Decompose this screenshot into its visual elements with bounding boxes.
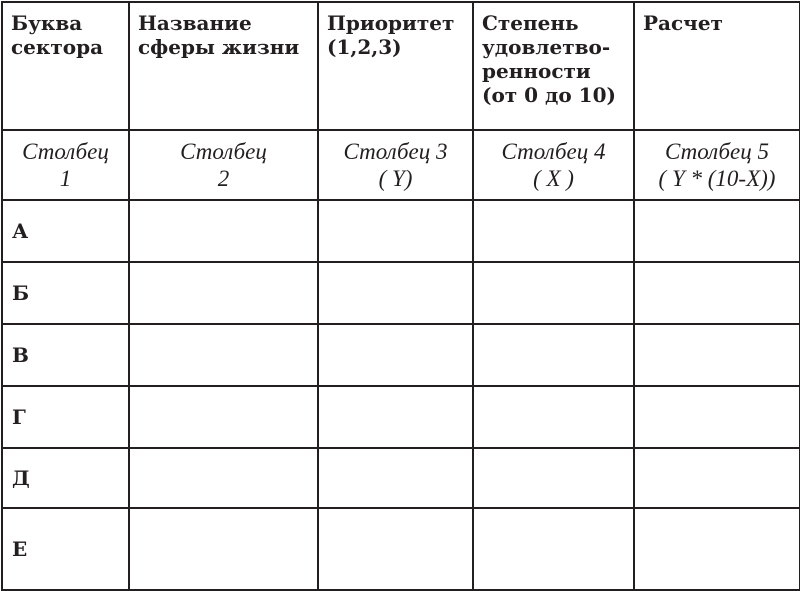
table-row bbox=[2, 262, 800, 324]
row-label: Е bbox=[2, 508, 129, 590]
subheader-column-1: Столбец 1 bbox=[2, 130, 129, 200]
empty-cell bbox=[473, 386, 634, 448]
empty-cell bbox=[473, 448, 634, 508]
empty-cell bbox=[634, 448, 800, 508]
empty-cell bbox=[634, 324, 800, 386]
row-label: Б bbox=[2, 262, 129, 324]
empty-cell bbox=[473, 324, 634, 386]
table-row bbox=[2, 324, 800, 386]
empty-cell bbox=[129, 386, 318, 448]
empty-cell bbox=[318, 200, 473, 262]
subheader-row bbox=[2, 130, 800, 200]
row-label: В bbox=[2, 324, 129, 386]
row-label: А bbox=[2, 200, 129, 262]
header-satisfaction: Степень удовлетво- ренности (от 0 до 10) bbox=[473, 2, 634, 130]
table-row bbox=[2, 386, 800, 448]
row-label: Д bbox=[2, 448, 129, 508]
row-label: Г bbox=[2, 386, 129, 448]
table-row bbox=[2, 448, 800, 508]
empty-cell bbox=[318, 448, 473, 508]
header-sector-letter: Буква сектора bbox=[2, 2, 129, 130]
empty-cell bbox=[634, 200, 800, 262]
empty-cell bbox=[473, 262, 634, 324]
subheader-column-2: Столбец 2 bbox=[129, 130, 318, 200]
empty-cell bbox=[634, 508, 800, 590]
header-sphere-name: Название сферы жизни bbox=[129, 2, 318, 130]
empty-cell bbox=[129, 508, 318, 590]
life-spheres-table bbox=[1, 1, 800, 591]
empty-cell bbox=[129, 262, 318, 324]
empty-cell bbox=[318, 508, 473, 590]
empty-cell bbox=[473, 508, 634, 590]
empty-cell bbox=[634, 262, 800, 324]
table-row bbox=[2, 200, 800, 262]
empty-cell bbox=[129, 448, 318, 508]
subheader-column-5: Столбец 5 ( Y * (10-X)) bbox=[634, 130, 800, 200]
table-row bbox=[2, 508, 800, 590]
empty-cell bbox=[318, 324, 473, 386]
empty-cell bbox=[318, 386, 473, 448]
empty-cell bbox=[634, 386, 800, 448]
empty-cell bbox=[129, 324, 318, 386]
subheader-column-3: Столбец 3 ( Y) bbox=[318, 130, 473, 200]
header-priority: Приоритет (1,2,3) bbox=[318, 2, 473, 130]
header-row bbox=[2, 2, 800, 130]
empty-cell bbox=[318, 262, 473, 324]
empty-cell bbox=[473, 200, 634, 262]
subheader-column-4: Столбец 4 ( X ) bbox=[473, 130, 634, 200]
empty-cell bbox=[129, 200, 318, 262]
header-calculation: Расчет bbox=[634, 2, 800, 130]
